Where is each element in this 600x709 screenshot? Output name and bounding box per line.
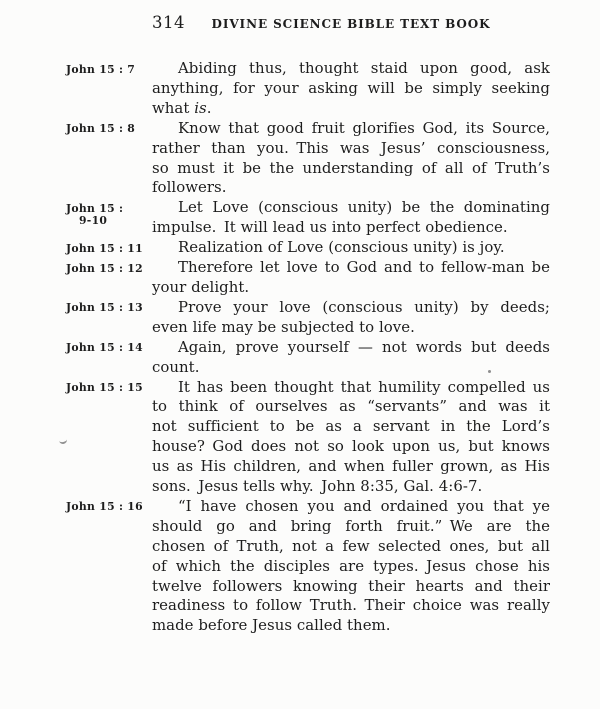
text-line: impulse. It will lead us into perfect obedience. [152, 218, 508, 237]
scripture-ref [66, 119, 152, 136]
text-line: chosen of Truth, not a few selected ones, but all [152, 536, 550, 555]
text-line: of which the disciples are types. Jesus chose his [152, 556, 550, 575]
scripture-entry [66, 497, 550, 636]
body-paragraph [152, 198, 550, 238]
text-line [152, 99, 550, 119]
running-title: DIVINE SCIENCE BIBLE TEXT BOOK [211, 17, 491, 31]
ref-line: 9-10 [79, 214, 108, 228]
text-line: us as His children, and when fuller grown, as His [152, 457, 550, 476]
text-line: made before Jesus called them. [152, 616, 391, 635]
text-line: Realization of Love (conscious unity) is joy. [178, 238, 505, 257]
scripture-entry [66, 59, 550, 119]
text-line: Know that good fruit glorifies God, its Source, [178, 118, 550, 137]
scripture-ref [66, 497, 152, 514]
body-paragraph [152, 298, 550, 338]
body-paragraph [152, 497, 550, 636]
body-paragraph [152, 238, 550, 258]
scripture-entry [66, 238, 550, 258]
body-paragraph [152, 378, 550, 497]
text-line: count. [152, 357, 200, 376]
text-line: Let Love (conscious unity) be the dominating [178, 198, 550, 217]
text-line: Therefore let love to God and to fellow-man be [178, 258, 550, 277]
ref-line: John 15 : 7 [66, 62, 136, 76]
text-line: “I have chosen you and ordained you that ye [178, 496, 550, 515]
text-segment: . [206, 98, 212, 117]
body-paragraph [152, 119, 550, 199]
ref-line: John 15 : 13 [66, 301, 143, 315]
scripture-entry [66, 378, 550, 497]
ref-line: John 15 : [66, 201, 124, 215]
text-line: Abiding thus, thought staid upon good, ask [178, 59, 550, 77]
text-line: Again, prove yourself — not words but deeds [178, 337, 550, 356]
ref-line: John 15 : 15 [66, 381, 143, 394]
ref-line: John 15 : 8 [66, 122, 136, 136]
scripture-ref [66, 298, 152, 315]
scripture-ref [66, 258, 152, 275]
text-line: your delight. [152, 277, 250, 296]
scripture-ref [66, 198, 152, 228]
text-line: should go and bring forth fruit.” We are the [152, 516, 550, 535]
text-segment: what [152, 98, 195, 117]
scan-artifact [488, 370, 491, 373]
text-line: rather than you. This was Jesus’ consciousness, [152, 138, 550, 157]
text-line: even life may be subjected to love. [152, 317, 415, 336]
ref-line: John 15 : 16 [66, 500, 143, 514]
text-line: anything, for your asking will be simply seeking [152, 78, 550, 97]
ref-line: John 15 : 14 [66, 341, 143, 355]
body-paragraph [152, 59, 550, 119]
scripture-ref [66, 238, 152, 255]
italic-word: is [194, 98, 207, 117]
text-line: followers. [152, 178, 227, 197]
ref-line: John 15 : 12 [66, 261, 143, 275]
header-title-area [152, 13, 550, 34]
text-line: readiness to follow Truth. Their choice was really [152, 596, 550, 615]
body-paragraph [152, 258, 550, 298]
scripture-ref [66, 59, 152, 76]
scripture-entry [66, 338, 550, 378]
header-left-margin [66, 13, 152, 34]
page-content [66, 59, 550, 636]
page-number: 314 [152, 13, 185, 32]
scripture-ref [66, 338, 152, 355]
scripture-entry [66, 298, 550, 338]
scripture-entry [66, 258, 550, 298]
text-line: so must it be the understanding of all of Truth’s [152, 158, 550, 177]
text-line: sons. Jesus tells why. John 8:35, Gal. 4:6-7. [152, 477, 483, 496]
page-header [66, 13, 550, 34]
text-line: house? God does not so look upon us, but knows [152, 437, 550, 456]
text-line: It has been thought that humility compelled us [178, 377, 550, 396]
scripture-ref [66, 378, 152, 395]
text-line: Prove your love (conscious unity) by deeds; [178, 297, 550, 316]
ref-line: John 15 : 11 [66, 241, 143, 255]
text-line: not sufficient to be as a servant in the Lord’s [152, 417, 550, 436]
text-line: twelve followers knowing their hearts and their [152, 576, 550, 595]
scripture-entry [66, 198, 550, 238]
text-line: to think of ourselves as “servants” and was it [152, 397, 550, 416]
scripture-entry [66, 119, 550, 199]
